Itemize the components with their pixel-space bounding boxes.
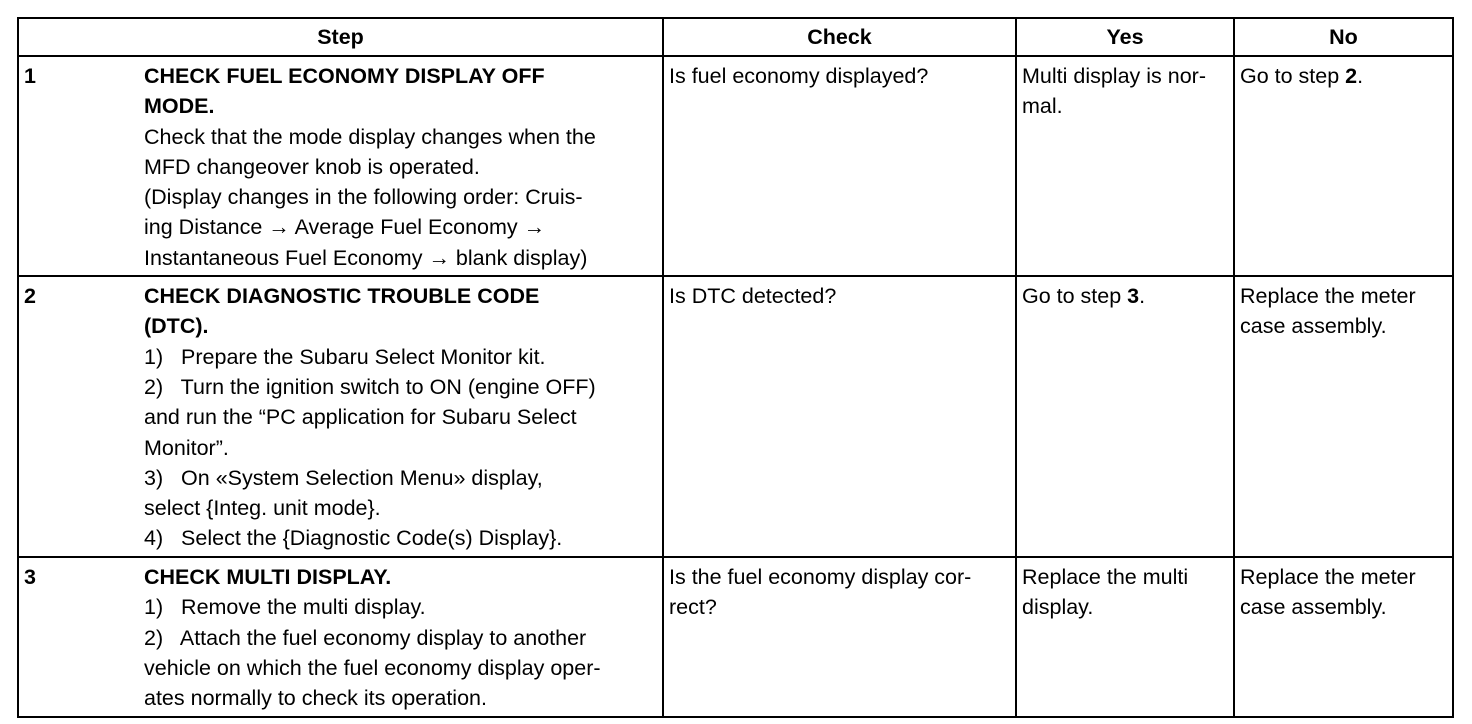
- yes-text-line: Multi display is nor-: [1022, 64, 1206, 88]
- step-text-line: Check that the mode display changes when the: [144, 124, 596, 149]
- step-cell: [18, 557, 663, 716]
- step-text-line: MFD changeover knob is operated.: [144, 154, 480, 179]
- check-cell: [663, 56, 1016, 276]
- table-row: [18, 557, 1453, 716]
- header-yes: Yes: [1016, 18, 1234, 56]
- yes-cell: [1016, 56, 1234, 276]
- no-text-line: case assembly.: [1240, 314, 1387, 339]
- no-cell: [1234, 276, 1453, 557]
- header-no: No: [1234, 18, 1453, 56]
- goto-suffix: .: [1357, 64, 1364, 88]
- step-title-line: MODE.: [144, 94, 215, 119]
- no-text-line: [1240, 61, 1448, 91]
- no-text-line: Replace the meter: [1240, 284, 1416, 309]
- step-text-line: 1) Remove the multi display.: [144, 595, 426, 620]
- step-text-line: vehicle on which the fuel economy display oper-: [144, 655, 601, 680]
- yes-text-line: mal.: [1022, 94, 1063, 119]
- step-reference: 2: [1345, 64, 1358, 88]
- step-text-line: (Display changes in the following order: Cruis-: [144, 185, 583, 210]
- check-text-line: Is fuel economy displayed?: [669, 64, 929, 88]
- step-title-line: CHECK MULTI DISPLAY.: [144, 565, 392, 590]
- yes-cell: [1016, 276, 1234, 557]
- step-number: 1: [24, 64, 36, 88]
- step-text-line: 4) Select the {Diagnostic Code(s) Display}.: [144, 526, 563, 551]
- step-text-line: Instantaneous Fuel Economy → blank display): [144, 245, 588, 270]
- step-text-line: 3) On «System Selection Menu» display,: [144, 465, 543, 490]
- step-cell: [18, 56, 663, 276]
- header-row: [18, 18, 1453, 56]
- table-row: [18, 276, 1453, 557]
- step-reference: 3: [1127, 284, 1140, 309]
- check-text-line: rect?: [669, 595, 717, 620]
- step-text-line: and run the “PC application for Subaru Select: [144, 405, 577, 430]
- step-text-line: 2) Turn the ignition switch to ON (engine OFF): [144, 374, 596, 399]
- header-step: Step: [18, 18, 663, 56]
- no-text-line: Replace the meter: [1240, 565, 1416, 590]
- goto-text: Go to step: [1240, 64, 1346, 88]
- step-title-line: CHECK FUEL ECONOMY DISPLAY OFF: [144, 64, 545, 88]
- step-text-line: ing Distance → Average Fuel Economy →: [144, 215, 546, 240]
- no-cell: [1234, 557, 1453, 716]
- step-text-line: ates normally to check its operation.: [144, 686, 487, 711]
- step-title-line: (DTC).: [144, 314, 209, 339]
- check-cell: [663, 557, 1016, 716]
- check-text-line: Is the fuel economy display cor-: [669, 565, 972, 590]
- check-cell: [663, 276, 1016, 557]
- no-text-line: case assembly.: [1240, 595, 1387, 620]
- step-title-line: CHECK DIAGNOSTIC TROUBLE CODE: [144, 284, 540, 309]
- troubleshooting-table: [17, 17, 1454, 718]
- step-text-line: select {Integ. unit mode}.: [144, 496, 381, 521]
- step-text-line: Monitor”.: [144, 435, 229, 460]
- goto-text: Go to step: [1022, 284, 1128, 309]
- step-number: 2: [24, 284, 36, 309]
- table-row: [18, 56, 1453, 276]
- step-text-line: 1) Prepare the Subaru Select Monitor kit.: [144, 344, 546, 369]
- yes-text-line: display.: [1022, 595, 1094, 620]
- goto-suffix: .: [1139, 284, 1146, 309]
- header-check: Check: [663, 18, 1016, 56]
- step-number: 3: [24, 565, 36, 590]
- yes-cell: [1016, 557, 1234, 716]
- check-text-line: Is DTC detected?: [669, 284, 837, 309]
- yes-text-line: [1022, 281, 1229, 311]
- step-text-line: 2) Attach the fuel economy display to another: [144, 625, 587, 650]
- no-cell: [1234, 56, 1453, 276]
- step-cell: [18, 276, 663, 557]
- yes-text-line: Replace the multi: [1022, 565, 1189, 590]
